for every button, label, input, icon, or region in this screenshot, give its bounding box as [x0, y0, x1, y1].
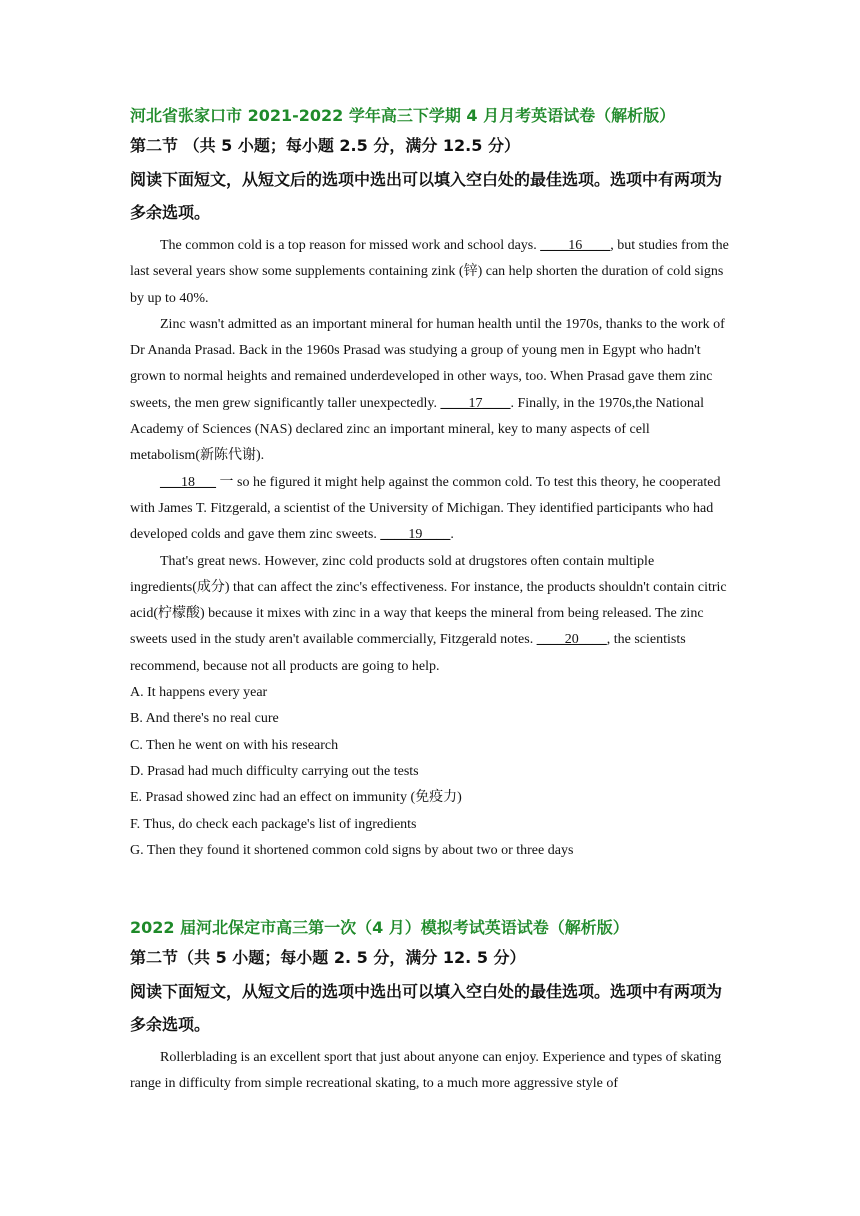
instruction-text: 阅读下面短文，从短文后的选项中选出可以填入空白处的最佳选项。选项中有两项为多余选项。 [130, 170, 723, 222]
blank-18: ___18___ [160, 474, 216, 490]
section-title: 河北省张家口市 2021-2022 学年高三下学期 4 月月考英语试卷（解析版） [130, 106, 676, 125]
option-b: B. And there's no real cure [130, 711, 279, 727]
blank-17: ____17____ [440, 395, 511, 411]
passage-paragraph: ___18___ 一 so he figured it might help against the common cold. To test this theory, he cooperated with James T. Fitzgerald, a scientist of the University of Michigan. They identified participants who had developed colds and gave them zinc sweets. ____19____. [130, 474, 721, 543]
exam-section-1 [130, 102, 730, 864]
section-part-heading: 第二节 （共 5 小题；每小题 2.5 分，满分 12.5 分） [130, 136, 520, 155]
section-part-heading: 第二节（共 5 小题；每小题 2. 5 分，满分 12. 5 分） [130, 948, 526, 967]
passage-paragraph: The common cold is a top reason for missed work and school days. ____16____, but studies from the last several years show some supplements containing zink (锌) can help shorten the duration of cold signs by up to 40%. [130, 238, 729, 306]
option-f: F. Thus, do check each package's list of ingredients [130, 816, 417, 832]
option-d: D. Prasad had much difficulty carrying out the tests [130, 763, 419, 779]
option-g: G. Then they found it shortened common cold signs by about two or three days [130, 842, 574, 858]
option-a: A. It happens every year [130, 685, 268, 701]
passage-paragraph: That's great news. However, zinc cold products sold at drugstores often contain multiple ingredients(成分) that can affect the zinc's effectiveness. For instance, the products shouldn't contain citric acid(柠檬酸) because it mixes with zinc in a way that keeps the mineral from being released. The zinc sweets used in the study aren't available commercially, Fitzgerald notes. ____20____, the scientists recommend, because not all products are going to help. [130, 553, 727, 674]
option-c: C. Then he went on with his research [130, 737, 339, 753]
blank-20: ____20____ [536, 632, 607, 648]
blank-19: ____19____ [380, 527, 451, 543]
exam-section-2 [130, 914, 730, 1098]
instruction-text: 阅读下面短文，从短文后的选项中选出可以填入空白处的最佳选项。选项中有两项为多余选项。 [130, 982, 723, 1034]
passage-paragraph: Zinc wasn't admitted as an important mineral for human health until the 1970s, thanks to the work of Dr Ananda Prasad. Back in the 1960s Prasad was studying a group of young men in Egypt who hadn't grown to normal heights and remained underdeveloped in other ways, too. When Prasad gave them zinc sweets, the men grew significantly taller unexpectedly. ____17____. Finally, in the 1970s,the National Academy of Sciences (NAS) declared zinc an important mineral, key to many aspects of cell metabolism(新陈代谢). [130, 316, 725, 464]
passage-paragraph: Rollerblading is an excellent sport that just about anyone can enjoy. Experience and types of skating range in difficulty from simple recreational skating, to a much more aggressive style of [130, 1050, 722, 1092]
option-e: E. Prasad showed zinc had an effect on immunity (免疫力) [130, 790, 462, 806]
options-list [130, 680, 730, 864]
blank-16: ____16____ [540, 238, 611, 253]
section-title: 2022 届河北保定市高三第一次（4 月）模拟考试英语试卷（解析版） [130, 918, 629, 937]
